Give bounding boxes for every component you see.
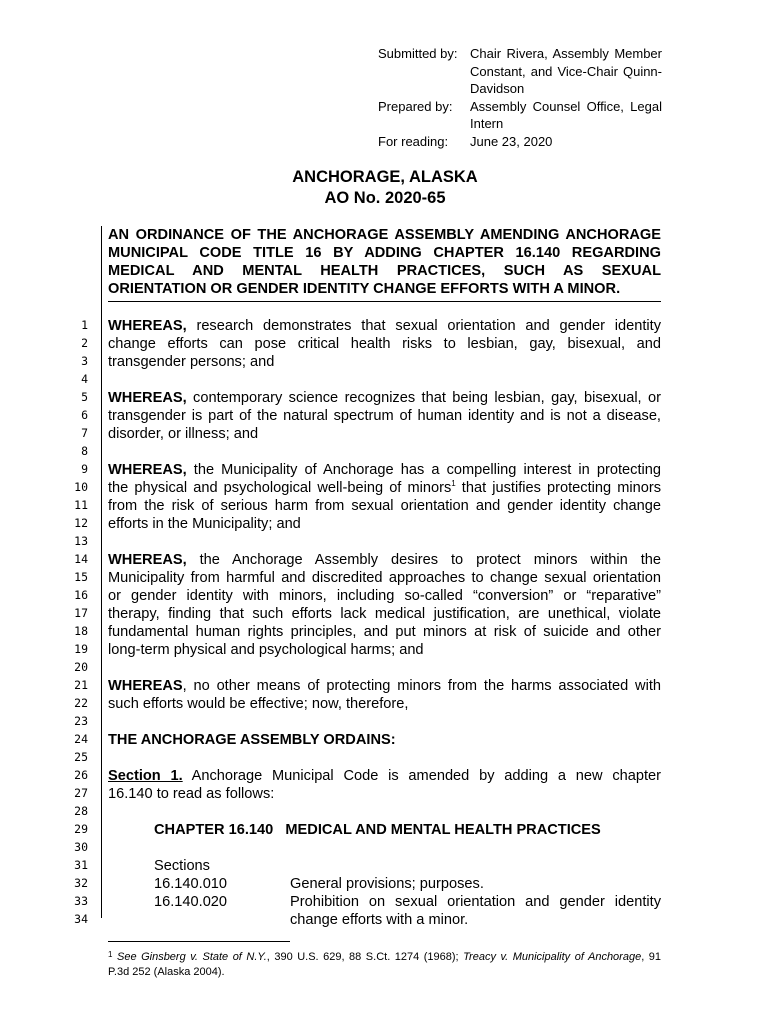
body-line [108,551,661,569]
prepared-by-value: Assembly Counsel Office, Legal Intern [470,98,662,131]
line-number: 22 [74,696,88,710]
line-number: 2 [81,336,88,350]
footnote [108,950,661,980]
line-number: 1 [81,318,88,332]
body-line [108,317,661,335]
body-line: long-term physical and psychological harms; and [108,642,424,658]
line-number: 25 [74,750,88,764]
line-number: 13 [74,534,88,548]
body-line [108,479,661,497]
body-line: change efforts can pose critical health risks to lesbian, gay, bisexual, and [108,336,661,352]
footnote-mark: 1 [108,950,113,959]
body-text: , no other means of protecting minors from the harms associated with [182,678,661,694]
footnote-citation-continued: P.3d 252 (Alaska 2004). [108,966,225,978]
line-number: 19 [74,642,88,656]
body-line: Municipality from harmful and discredited approaches to change sexual orientation [108,570,661,586]
body-line: 16.140 to read as follows: [108,786,275,802]
footnote-case-1: See Ginsberg v. State of N.Y. [116,951,267,963]
footnote-separator [108,941,290,942]
whereas-label: WHEREAS, [108,552,187,568]
body-text: that justifies protecting minors [455,480,661,496]
line-number: 4 [81,372,88,386]
whereas-label: WHEREAS, [108,462,187,478]
body-line: efforts in the Municipality; and [108,516,301,532]
ordains-heading: THE ANCHORAGE ASSEMBLY ORDAINS: [108,732,396,748]
line-number: 5 [81,390,88,404]
line-number: 11 [74,498,88,512]
whereas-label: WHEREAS, [108,318,187,334]
ordinance-title-line-2: MUNICIPAL CODE TITLE 16 BY ADDING CHAPTER 16.140 REGARDING [108,245,661,261]
ordinance-title-line-3: MEDICAL AND MENTAL HEALTH PRACTICES, SUCH AS SEXUAL [108,263,661,279]
footnote-citation: , 390 U.S. 629, 88 S.Ct. 1274 (1968); [266,951,464,963]
footnote-reference[interactable]: 1 [451,479,456,488]
body-line: therapy, finding that such efforts lack medical justification, are unethical, violate [108,606,661,622]
ordinance-title-line-1: AN ORDINANCE OF THE ANCHORAGE ASSEMBLY AMENDING ANCHORAGE [108,227,661,243]
line-number: 18 [74,624,88,638]
body-line: from the risk of serious harm from sexual orientation and gender identity change [108,498,661,514]
body-text: contemporary science recognizes that being lesbian, gay, bisexual, or [186,390,661,406]
body-text: Anchorage Municipal Code is amended by adding a new chapter [182,768,662,784]
document-title-city: ANCHORAGE, ALASKA [292,168,478,186]
line-number: 10 [74,480,88,494]
line-number: 14 [74,552,88,566]
body-line: or gender identity with minors, including so-called “conversion” or “reparative” [108,588,661,604]
line-number: 33 [74,894,88,908]
body-line: transgender is part of the natural spectrum of human identity and is not a disease, [108,408,661,424]
line-number: 30 [74,840,88,854]
margin-rule [101,226,102,918]
line-number: 7 [81,426,88,440]
whereas-label: WHEREAS [108,678,183,694]
for-reading-label: For reading: [378,133,449,149]
whereas-label: WHEREAS, [108,390,187,406]
line-number: 9 [81,462,88,476]
line-number: 32 [74,876,88,890]
body-line [108,767,661,785]
line-number: 28 [74,804,88,818]
line-number: 15 [74,570,88,584]
section-title: Prohibition on sexual orientation and gender identity [290,894,661,910]
line-number: 29 [74,822,88,836]
prepared-by-label: Prepared by: [378,98,453,114]
line-number: 23 [74,714,88,728]
section-number: 16.140.010 [154,876,228,892]
line-number: 21 [74,678,88,692]
footnote-citation: , 91 [641,951,662,963]
body-line: such efforts would be effective; now, therefore, [108,696,409,712]
line-number: 16 [74,588,88,602]
body-text: research demonstrates that sexual orientation and gender identity [186,318,661,334]
line-number: 6 [81,408,88,422]
document-title-number: AO No. 2020-65 [324,189,446,207]
line-number: 31 [74,858,88,872]
body-text: the Municipality of Anchorage has a compelling interest in protecting [186,462,661,478]
body-line: transgender persons; and [108,354,275,370]
line-number: 34 [74,912,88,926]
section-label: Section 1. [108,768,183,784]
submission-block [378,45,668,150]
body-line: fundamental human rights principles, and put minors at risk of suicide and other [108,624,661,640]
chapter-heading: CHAPTER 16.140 MEDICAL AND MENTAL HEALTH PRACTICES [154,822,601,838]
for-reading-value: June 23, 2020 [470,133,553,149]
section-number: 16.140.020 [154,894,228,910]
line-number: 8 [81,444,88,458]
body-line [108,461,661,479]
body-text: the physical and psychological well-being of minors [108,480,452,496]
line-number: 12 [74,516,88,530]
sections-label: Sections [154,858,210,874]
body-line [108,389,661,407]
line-number: 27 [74,786,88,800]
submitted-by-value: Chair Rivera, Assembly Member Constant, and Vice-Chair Quinn-Davidson [470,46,662,96]
body-text: the Anchorage Assembly desires to protect minors within the [186,552,661,568]
line-number: 17 [74,606,88,620]
section-title-continued: change efforts with a minor. [290,912,469,928]
line-number: 26 [74,768,88,782]
section-title: General provisions; purposes. [290,876,484,892]
submitted-by-label: Submitted by: [378,46,458,61]
line-number: 3 [81,354,88,368]
body-line [108,677,661,695]
line-number: 24 [74,732,88,746]
line-number: 20 [74,660,88,674]
ordinance-title-line-4: ORIENTATION OR GENDER IDENTITY CHANGE EFFORTS WITH A MINOR. [108,280,661,302]
footnote-case-2: Treacy v. Municipality of Anchorage [463,951,642,963]
body-line: disorder, or illness; and [108,426,259,442]
